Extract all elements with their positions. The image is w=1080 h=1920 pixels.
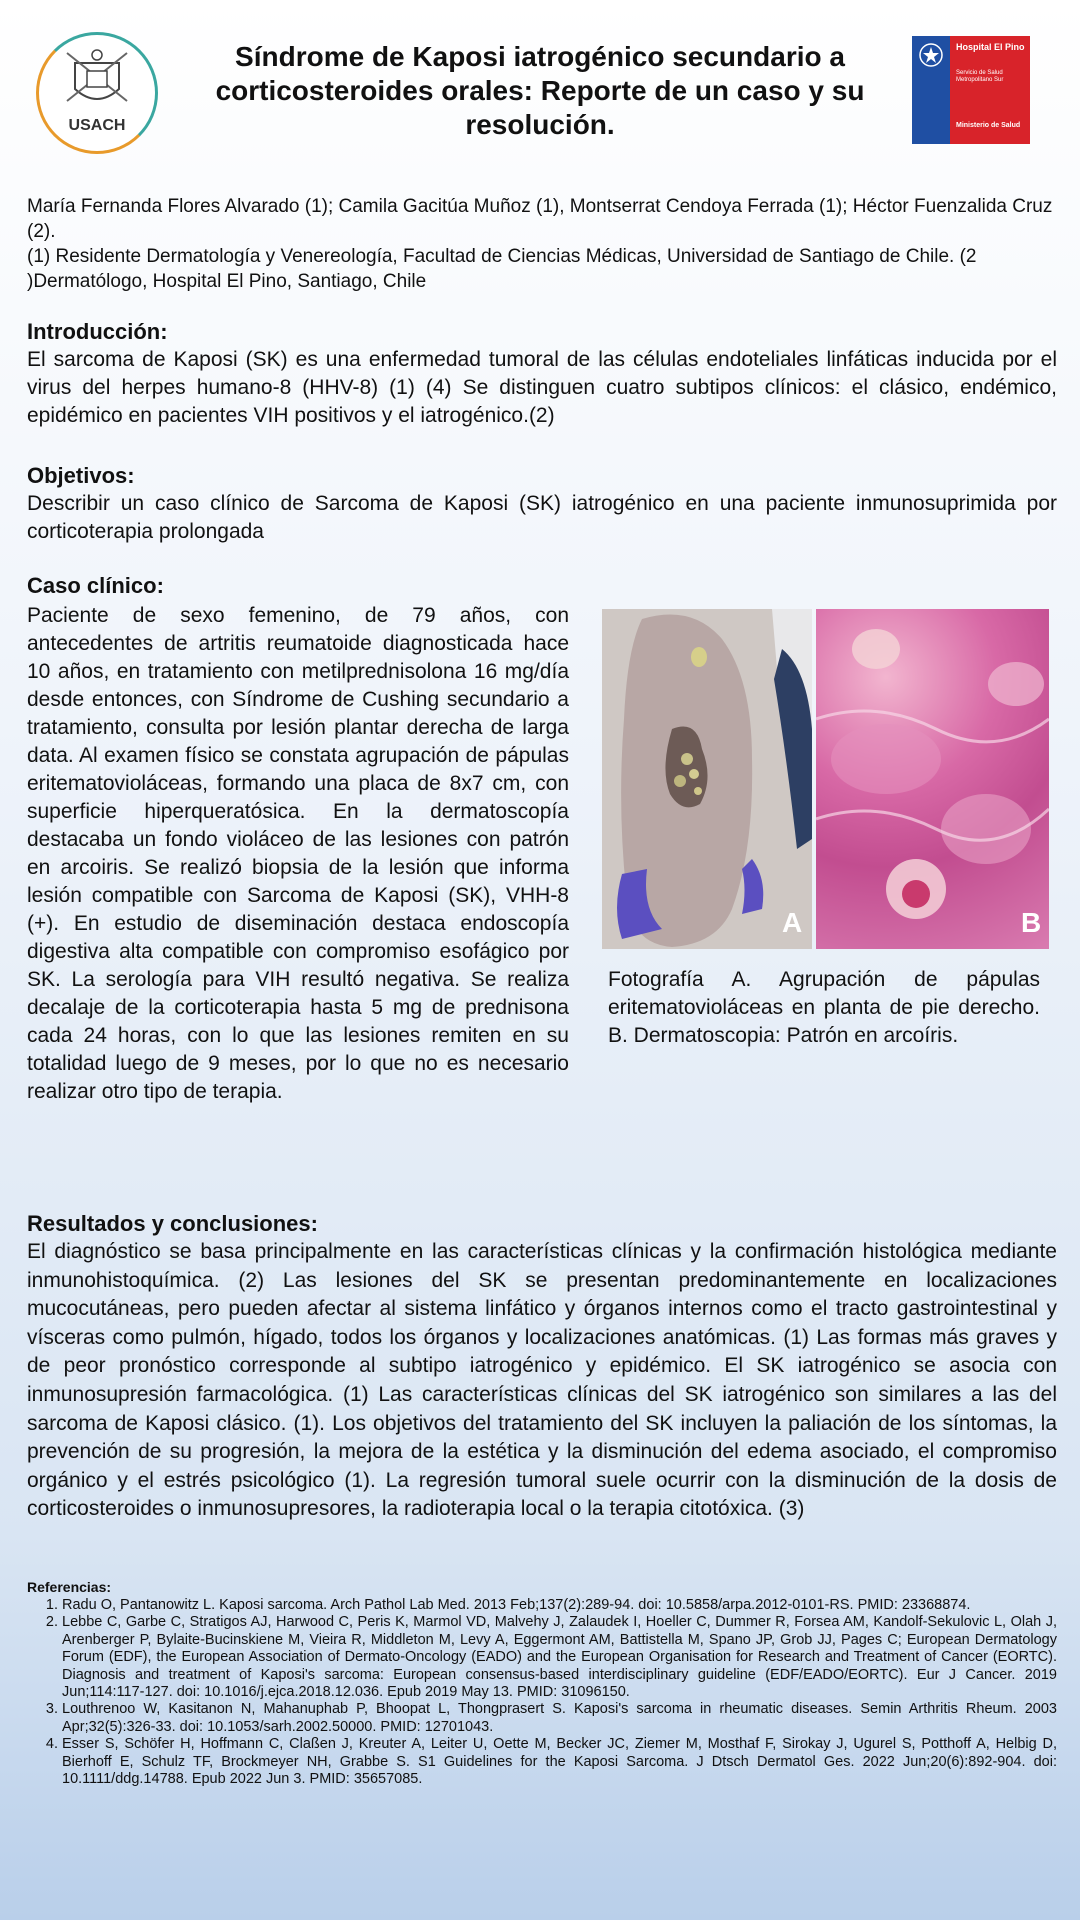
reference-item: 3. Louthrenoo W, Kasitanon N, Mahanuphab P, Bhoopat L, Thongprasert S. Kaposi's sarcoma in rheumatic diseases. Semin Arthritis Rheum. 2003 Apr;32(5):326-33. doi: 10.1053/sarh.2002.50000. PMID: 12701043. xyxy=(62,1701,1057,1736)
references-list xyxy=(27,1597,1057,1788)
case-title: Caso clínico: xyxy=(27,573,164,598)
photo-a-foot-plantar xyxy=(602,609,812,949)
introduction-title: Introducción: xyxy=(27,319,168,344)
case-text: Paciente de sexo femenino, de 79 años, con antecedentes de artritis reumatoide diagnosticada hace 10 años, en tratamiento con metilprednisolona 16 mg/día desde entonces, con Síndrome de Cushing secundario a tratamiento, consulta por lesión plantar derecha de larga data. Al examen físico se constata agrupación de pápulas eritematovioláceas, formando una placa de 8x7 cm, con superficie hiperqueratósica. En la dermatoscopía destacaba un fondo violáceo de las lesiones con patrón en arcoiris. Se realizó biopsia de la lesión que informa lesión compatible con Sarcoma de Kaposi (SK), VHH-8 (+). En estudio de diseminación destaca endoscopía digestiva alta compatible con compromiso esofágico por SK. La serología para VIH resultó negativa. Se realiza decalaje de la corticoterapia hasta 5 mg de prednisona cada 24 horas, con lo que las lesiones remiten en su totalidad luego de 9 meses, por lo que no es necesario realizar otro tipo de terapia. xyxy=(27,604,569,1103)
results-text: El diagnóstico se basa principalmente en las características clínicas y la confirmación histológica mediante inmunohistoquímica. (2) Las lesiones del SK se presentan predominantemente en localizaciones mucocutáneas, pero pueden afectar al sistema linfático y órganos internos como el tracto gastrointestinal y vísceras como pulmón, hígado, todos los órganos y localizaciones anatómicas. (1) Las formas más graves y de peor pronóstico corresponde al subtipo iatrogénico y epidémico. El SK iatrogénico se asocia con inmunosupresión farmacológica. (1) Las características clínicas del SK iatrogénico son similares a las del sarcoma de Kaposi clásico. (1). Los objetivos del tratamiento del SK incluyen la paliación de los síntomas, la prevención de su progresión, la mejora de la estética y la disminución del edema asociado, el compromiso orgánico y el estrés psicológico (1). La regresión tumoral suele ocurrir con la disminución de la dosis de corticosteroides o inmunosupresores, la radioterapia local o la terapia citotóxica. (3) xyxy=(27,1240,1057,1521)
usach-logo-text: USACH xyxy=(68,117,126,134)
author-names: María Fernanda Flores Alvarado (1); Camila Gacitúa Muñoz (1), Montserrat Cendoya Ferrada (1); Héctor Fuenzalida Cruz (2). xyxy=(27,196,1053,242)
poster-title: Síndrome de Kaposi iatrogénico secundario a corticosteroides orales: Reporte de un caso y su resolución. xyxy=(215,41,865,140)
foot-photo-illustration xyxy=(602,609,812,949)
objectives-section xyxy=(27,462,1057,546)
chile-shield-icon xyxy=(918,42,944,68)
figure-caption: Fotografía A. Agrupación de pápulas eritematovioláceas en planta de pie derecho. B. Dermatoscopia: Patrón en arcoíris. xyxy=(608,968,1040,1047)
photo-a-label: A xyxy=(782,907,803,938)
objectives-text: Describir un caso clínico de Sarcoma de Kaposi (SK) iatrogénico en una paciente inmunosuprimida por corticoterapia prolongada xyxy=(27,492,1057,543)
results-title: Resultados y conclusiones: xyxy=(27,1211,318,1236)
photo-b-dermatoscopy xyxy=(816,609,1049,949)
reference-item: 4. Esser S, Schöfer H, Hoffmann C, Claßen J, Kreuter A, Leiter U, Oette M, Becker JC, Ziemer M, Mosthaf F, Sirokay J, Ugurel S, Potthoff A, Helbig D, Bierhoff E, Schulz TF, Brockmeyer NH, Grabbe S. S1 Guidelines for the Kaposi Sarcoma. J Dtsch Dermatol Ges. 2022 Jun;20(6):892-904. doi: 10.1111/ddg.14788. Epub 2022 Jun 3. PMID: 35657085. xyxy=(62,1736,1057,1788)
author-affiliations: (1) Residente Dermatología y Venereología, Facultad de Ciencias Médicas, Universidad de Santiago de Chile. (2 )Dermatólogo, Hospital El Pino, Santiago, Chile xyxy=(27,246,977,292)
reference-item: 2. Lebbe C, Garbe C, Stratigos AJ, Harwood C, Peris K, Marmol VD, Malvehy J, Zalaudek I, Hoeller C, Dummer R, Forsea AM, Kandolf-Sekulovic L, Olah J, Arenberger P, Bylaite-Bucinskiene M, Vieira R, Middleton M, Levy A, Eggermont AM, Battistella M, Spano JP, Grob JJ, Pages C; European Dermatology Forum (EDF), the European Association of Dermato-Oncology (EADO) and the European Organisation for Research and Treatment of Cancer (EORTC). Diagnosis and treatment of Kaposi's sarcoma: European consensus-based interdisciplinary guideline (EDF/EADO/EORTC). Eur J Cancer. 2019 Jun;114:117-127. doi: 10.1016/j.ejca.2018.12.036. Epub 2019 May 13. PMID: 31096150. xyxy=(62,1614,1057,1701)
introduction-text: El sarcoma de Kaposi (SK) es una enfermedad tumoral de las células endoteliales linfáticas inducida por el virus del herpes humano-8 (HHV-8) (1) (4) Se distinguen cuatro subtipos clínicos: el clásico, endémico, epidémico en pacientes VIH positivos y el iatrogénico.(2) xyxy=(27,348,1057,427)
hospital-service: Servicio de Salud Metropolitano Sur xyxy=(956,70,1004,83)
objectives-title: Objetivos: xyxy=(27,463,135,488)
usach-crest-icon xyxy=(61,45,133,117)
usach-logo xyxy=(36,32,158,154)
poster-header xyxy=(0,0,1080,175)
hospital-ministry: Ministerio de Salud xyxy=(956,122,1021,129)
hospital-el-pino-logo xyxy=(912,36,1030,144)
authors-block xyxy=(27,194,1057,294)
photo-b-label: B xyxy=(1021,907,1042,938)
results-section xyxy=(27,1210,1057,1524)
introduction-section xyxy=(27,318,1057,430)
dermatoscopy-illustration xyxy=(816,609,1049,949)
references-title: Referencias: xyxy=(27,1579,112,1595)
reference-item: 1. Radu O, Pantanowitz L. Kaposi sarcoma. Arch Pathol Lab Med. 2013 Feb;137(2):289-94. doi: 10.5858/arpa.2012-0101-RS. PMID: 23368874. xyxy=(62,1597,1057,1614)
references-section xyxy=(27,1579,1057,1788)
hospital-name: Hospital El Pino xyxy=(956,42,1025,52)
